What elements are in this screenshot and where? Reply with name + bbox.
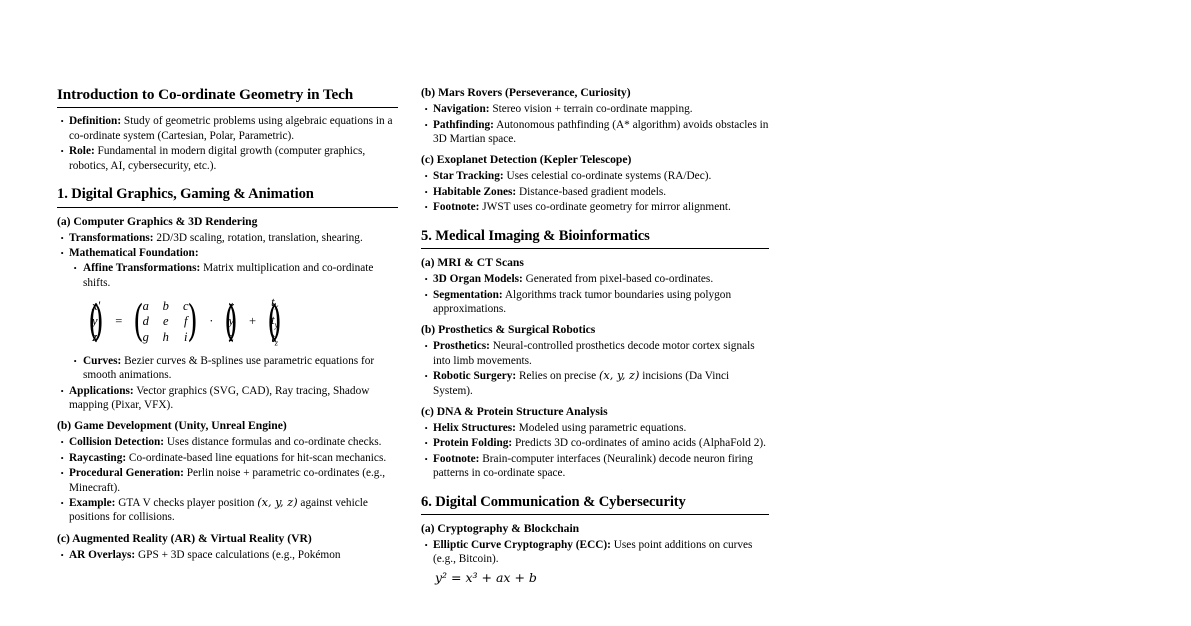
matrix-cell: c	[183, 298, 189, 313]
list-item	[433, 288, 769, 316]
list-item	[433, 118, 769, 146]
bullet-label: Raycasting:	[69, 451, 127, 464]
matrix-cell: z	[228, 330, 234, 345]
bullet-label: Star Tracking:	[433, 169, 504, 182]
lhs-vector	[90, 299, 102, 345]
bullet-label: AR Overlays:	[69, 548, 136, 561]
bullet-label: Habitable Zones:	[433, 185, 517, 198]
list-item	[69, 246, 398, 382]
list-item	[433, 452, 769, 480]
bullet-text: Bezier curves & B-splines use parametric equations for smooth animations.	[83, 354, 375, 381]
matrix-cell: ( x'	[92, 298, 101, 313]
subsection-heading-5a: (a) MRI & CT Scans	[421, 256, 524, 270]
list-item	[69, 435, 398, 449]
subsection-heading-5b: (b) Prosthetics & Surgical Robotics	[421, 323, 596, 337]
title-rule	[57, 107, 398, 108]
bullet-text: Stereo vision + terrain co-ordinate mapping.	[489, 102, 693, 115]
matrix-cell: ( x	[228, 298, 235, 313]
section-4b-bullet-list	[421, 102, 769, 146]
bullet-text: Uses celestial co-ordinate systems (RA/Dec).	[503, 169, 712, 182]
list-item	[69, 548, 398, 562]
bullet-text: Fundamental in modern digital growth (computer graphics, robotics, AI, cybersecurity, etc.).	[69, 145, 366, 172]
section-1c-bullet-list	[57, 548, 398, 562]
bullet-text: Matrix multiplication and co-ordinate shifts.	[83, 262, 374, 289]
list-item	[433, 272, 769, 286]
bullet-label: Affine Transformations:	[83, 262, 201, 275]
bullet-label: Footnote:	[433, 201, 480, 214]
matrix-cell: z'	[92, 330, 100, 345]
bullet-label: Mathematical Foundation:	[69, 247, 199, 260]
subsection-heading-4c: (c) Exoplanet Detection (Kepler Telescope)	[421, 153, 632, 167]
list-item	[69, 384, 398, 412]
bullet-label: Prosthetics:	[433, 340, 490, 353]
bullet-text: Relies on precise	[516, 370, 599, 383]
section-4c-bullet-list	[421, 169, 769, 215]
list-item	[69, 466, 398, 494]
nested-bullet-list-curves	[69, 354, 398, 382]
bullet-text: incisions (Da Vinci System).	[433, 370, 730, 397]
inline-math-coordinates: (x, y, z)	[598, 369, 640, 383]
bullet-text: Uses distance formulas and co-ordinate checks.	[164, 435, 382, 448]
matrix-cell: h	[162, 330, 169, 345]
bullet-text: Vector graphics (SVG, CAD), Ray tracing, Shadow mapping (Pixar, VFX).	[69, 384, 370, 411]
list-item	[433, 169, 769, 183]
subsection-heading-1c: (c) Augmented Reality (AR) & Virtual Reality (VR)	[57, 531, 312, 545]
matrix-cell: e	[163, 314, 169, 329]
bullet-text: JWST uses co-ordinate geometry for mirror alignment.	[479, 201, 731, 214]
bullet-label: Helix Structures:	[433, 421, 516, 434]
subsection-heading-1a: (a) Computer Graphics & 3D Rendering	[57, 214, 258, 228]
list-item	[433, 200, 769, 214]
bullet-text: Generated from pixel-based co-ordinates.	[522, 273, 714, 286]
bullet-text: against vehicle positions for collisions.	[69, 497, 368, 524]
section-5c-bullet-list	[421, 421, 769, 481]
list-item	[69, 144, 398, 172]
section-6a-bullet-list	[421, 538, 769, 566]
matrix-cell: y	[228, 314, 235, 329]
section-heading-5: 5. Medical Imaging & Bioinformatics	[421, 227, 650, 244]
dot-operator: ·	[209, 313, 214, 328]
elliptic-curve-equation: y² = x³ + ax + b	[435, 569, 537, 585]
bullet-text: Algorithms track tumor boundaries using polygon approximations.	[433, 289, 732, 316]
list-item	[433, 339, 769, 367]
bullet-label: Elliptic Curve Cryptography (ECC):	[433, 539, 611, 552]
bullet-text: Neural-controlled prosthetics decode motor cortex signals into limb movements.	[433, 340, 755, 367]
section-5a-bullet-list	[421, 272, 769, 316]
section-heading-6: 6. Digital Communication & Cybersecurity	[421, 493, 686, 510]
matrix-cell: i	[184, 330, 188, 345]
list-item	[69, 496, 398, 524]
section-5b-bullet-list	[421, 339, 769, 397]
bullet-text: Perlin noise + parametric co-ordinates (e.g., Minecraft).	[69, 467, 386, 494]
subsection-heading-4b: (b) Mars Rovers (Perseverance, Curiosity)	[421, 86, 631, 99]
bullet-text: 2D/3D scaling, rotation, translation, shearing.	[153, 231, 363, 244]
list-item	[69, 114, 398, 142]
matrix-cell: ( $t_x$	[271, 294, 279, 312]
subsection-heading-1b: (b) Game Development (Unity, Unreal Engine)	[57, 418, 287, 432]
subsection-heading-6a: (a) Cryptography & Blockchain	[421, 522, 580, 536]
left-column	[57, 86, 398, 587]
bullet-label: Collision Detection:	[69, 435, 165, 448]
list-item	[433, 185, 769, 199]
matrix-cell: f	[184, 314, 188, 329]
translation-vector	[269, 295, 280, 349]
bullet-label: Segmentation:	[433, 289, 503, 302]
bullet-label: Navigation:	[433, 102, 490, 115]
equals-sign: =	[115, 313, 123, 328]
matrix-cell: y'	[92, 314, 101, 329]
matrix-cell: $t_z$	[271, 331, 279, 348]
bullet-label: Applications:	[69, 384, 134, 397]
bullet-label: Protein Folding:	[433, 437, 513, 450]
affine-transformation-matrix-equation	[83, 295, 398, 349]
bullet-text: Co-ordinate-based line equations for hit-scan mechanics.	[126, 451, 387, 464]
bullet-text: Modeled using parametric equations.	[515, 421, 687, 434]
bullet-text: GTA V checks player position	[115, 497, 258, 510]
matrix-cell: $t_y$	[271, 313, 279, 330]
two-column-layout	[57, 86, 769, 587]
list-item	[83, 261, 398, 289]
section-6-rule	[421, 514, 769, 515]
bullet-label: Procedural Generation:	[69, 467, 184, 480]
matrix-cell: g	[142, 330, 149, 345]
bullet-label: Curves:	[83, 354, 122, 367]
bullet-text: Predicts 3D co-ordinates of amino acids (AlphaFold 2).	[512, 437, 766, 450]
bullet-label: Footnote:	[433, 453, 480, 466]
nested-bullet-list	[69, 261, 398, 289]
bullet-label: Role:	[69, 145, 95, 158]
list-item	[69, 451, 398, 465]
inline-math-coordinates: (x, y, z)	[257, 496, 298, 510]
bullet-label: 3D Organ Models:	[433, 273, 523, 286]
list-item	[69, 231, 398, 245]
section-heading-1: 1. Digital Graphics, Gaming & Animation	[57, 185, 314, 202]
bullet-label: Example:	[69, 497, 116, 510]
bullet-text: Brain-computer interfaces (Neuralink) decode neuron firing patterns in co-ordinate space.	[433, 453, 753, 480]
section-1b-bullet-list	[57, 435, 398, 525]
list-item	[433, 436, 769, 450]
intro-bullet-list	[57, 114, 398, 172]
section-1a-bullet-list	[57, 231, 398, 412]
bullet-label: Definition:	[69, 115, 122, 128]
matrix-cell: ( a	[142, 298, 149, 313]
list-item	[433, 102, 769, 116]
plus-sign: +	[249, 313, 257, 328]
bullet-text: GPS + 3D space calculations (e.g., Pokémon	[135, 548, 341, 561]
matrix-cell: d	[142, 314, 149, 329]
section-5-rule	[421, 248, 769, 249]
subsection-heading-5c: (c) DNA & Protein Structure Analysis	[421, 404, 608, 418]
bullet-text: Study of geometric problems using algebraic equations in a co-ordinate system (Cartesian, Polar, Parametric).	[69, 115, 393, 142]
bullet-text: Distance-based gradient models.	[516, 185, 667, 198]
right-column	[421, 86, 769, 587]
section-1-rule	[57, 207, 398, 208]
list-item	[433, 369, 769, 397]
document-title: Introduction to Co-ordinate Geometry in Tech	[57, 86, 354, 103]
bullet-label: Pathfinding:	[433, 118, 494, 131]
bullet-label: Transformations:	[69, 231, 154, 244]
bullet-label: Robotic Surgery:	[433, 370, 517, 383]
bullet-text: Autonomous pathfinding (A* algorithm) avoids obstacles in 3D Martian space.	[433, 118, 769, 145]
list-item	[433, 538, 769, 566]
rhs-vector	[226, 299, 236, 345]
bullet-text: Uses point additions on curves (e.g., Bitcoin).	[433, 539, 753, 566]
matrix-cell: b	[162, 298, 169, 313]
list-item	[83, 354, 398, 382]
list-item	[433, 421, 769, 435]
transformation-matrix	[135, 299, 196, 345]
